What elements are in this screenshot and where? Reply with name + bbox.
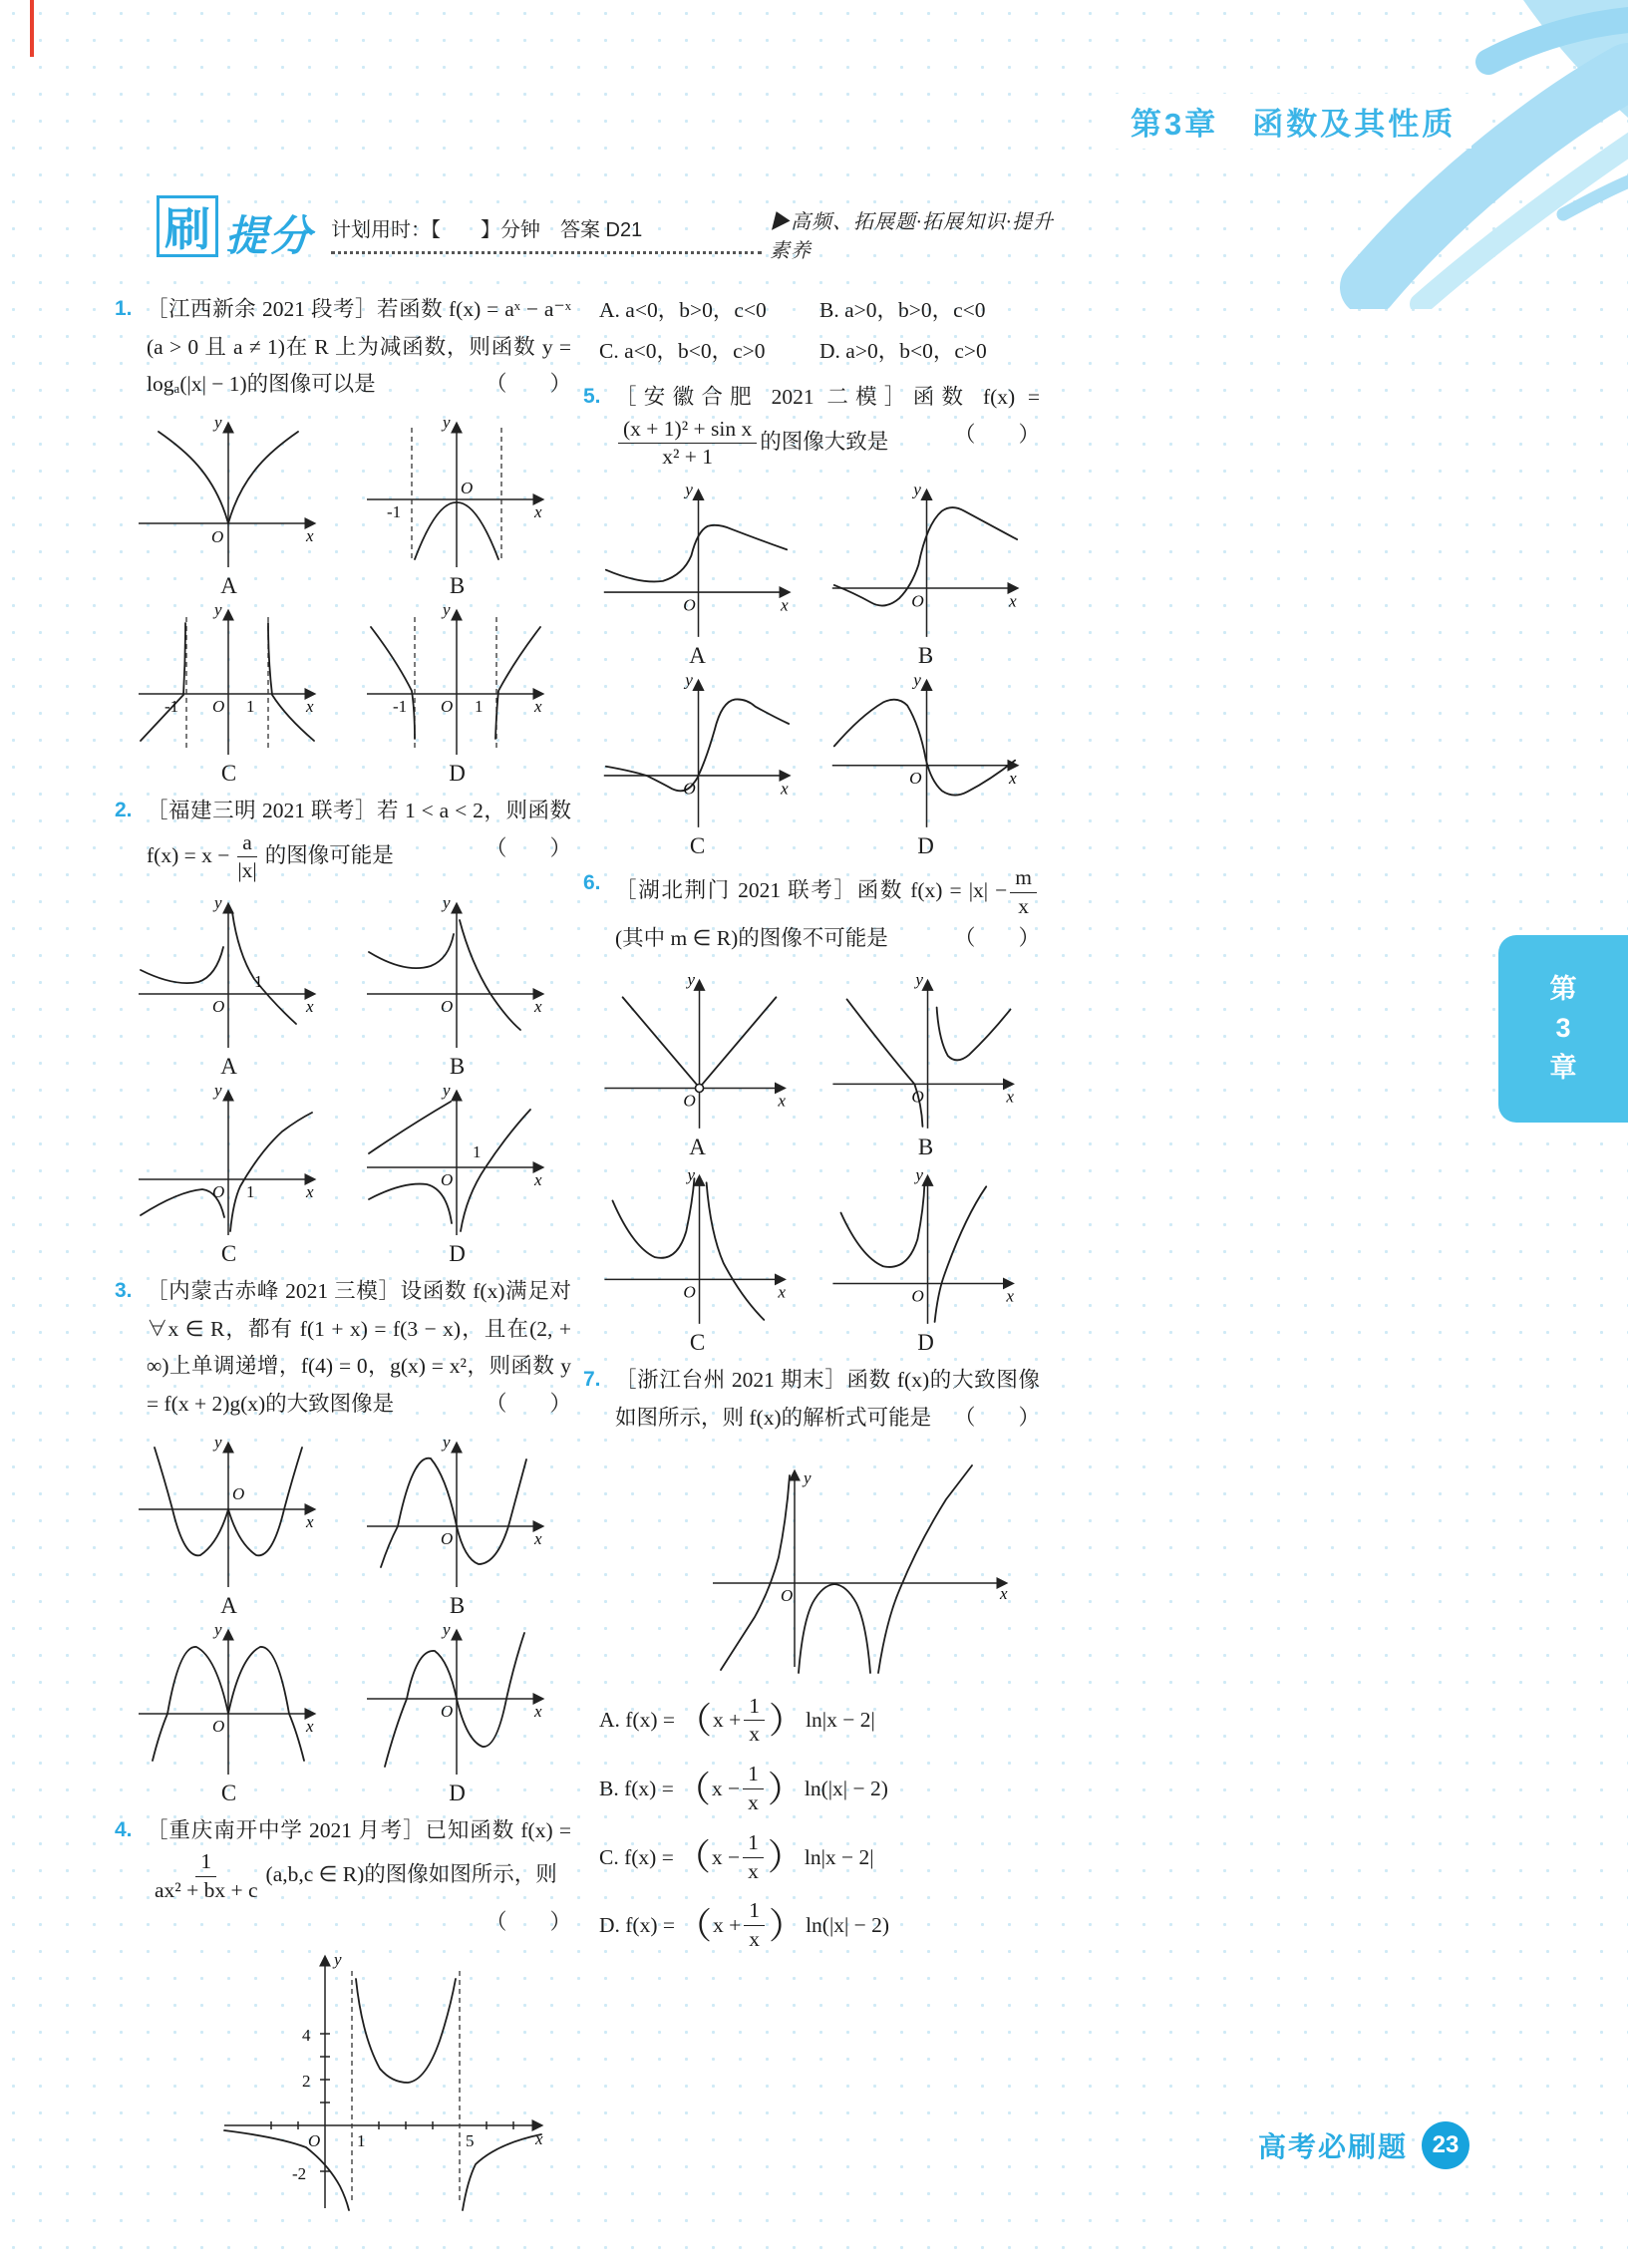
svg-text:5: 5 bbox=[466, 2131, 475, 2151]
option-graph-D bbox=[355, 1080, 559, 1267]
option-graph-A bbox=[593, 965, 803, 1160]
left-paren: （ bbox=[674, 1837, 711, 1878]
option-graph-D bbox=[355, 599, 559, 787]
svg-text:y: y bbox=[214, 1619, 222, 1639]
page-footer bbox=[1258, 2121, 1469, 2169]
option-B: B. a>0，b>0，c<0 bbox=[819, 298, 986, 322]
section-logo-char: 刷 bbox=[164, 203, 210, 255]
svg-text:x: x bbox=[306, 1716, 314, 1736]
left-paren: （ bbox=[674, 1769, 711, 1809]
fraction: $\frac{\text{(x + 1)² + sin x}}{\text{x² + 1}}$ bbox=[618, 417, 757, 472]
problem-statement-cont: 的图像大致是 bbox=[760, 429, 889, 454]
svg-text:O: O bbox=[682, 1283, 696, 1303]
chapter-header: 第3章 函数及其性质 bbox=[1115, 94, 1471, 149]
svg-text:-2: -2 bbox=[292, 2164, 307, 2184]
graph-plot bbox=[355, 1432, 559, 1593]
svg-text:y: y bbox=[684, 480, 693, 499]
svg-text:4: 4 bbox=[302, 2026, 311, 2046]
problem-number: 7. bbox=[583, 1368, 601, 1392]
section-logo-text: 提分 bbox=[225, 212, 314, 259]
graph-plot bbox=[683, 1446, 1027, 1675]
option-letter: A bbox=[220, 572, 237, 598]
svg-text:x: x bbox=[534, 1170, 542, 1190]
fraction: $\frac{1}{x}$ bbox=[744, 1898, 765, 1953]
option-letter: A bbox=[689, 1134, 706, 1160]
problem-7-figure bbox=[683, 1446, 1040, 1680]
graph-plot bbox=[127, 1619, 331, 1781]
problem-6 bbox=[583, 865, 1040, 1356]
dotted-leader-line bbox=[331, 251, 762, 254]
svg-text:y: y bbox=[443, 412, 451, 432]
graph-plot bbox=[127, 892, 331, 1054]
problem-number: 6. bbox=[583, 871, 601, 895]
svg-text:O: O bbox=[212, 696, 225, 716]
svg-text:y: y bbox=[686, 1165, 695, 1185]
svg-text:y: y bbox=[214, 599, 222, 619]
svg-text:1: 1 bbox=[254, 972, 263, 992]
problem-number: 2. bbox=[115, 798, 133, 821]
svg-text:x: x bbox=[1000, 1583, 1008, 1603]
fraction: $\frac{1}{x}$ bbox=[743, 1830, 764, 1885]
problem-1-text bbox=[115, 291, 571, 404]
fraction: $\frac{m}{x}$ bbox=[1010, 865, 1037, 920]
option-letter: B bbox=[449, 1054, 466, 1080]
problem-number: 4. bbox=[115, 1817, 133, 1841]
problem-4-text bbox=[115, 1812, 571, 1934]
svg-text:x: x bbox=[1008, 769, 1017, 789]
problem-statement: ［重庆南开中学 2021 月考］已知函数 f(x) = bbox=[147, 1817, 571, 1842]
problem-3-options-graphs bbox=[115, 1432, 571, 1806]
problem-7-option-B: B. f(x) = （ x − $\frac{1}{x}$ ） ln(|x| − 2) bbox=[599, 1762, 888, 1815]
graph-plot bbox=[821, 965, 1031, 1134]
problem-5-options-graphs bbox=[583, 479, 1040, 859]
graph-plot bbox=[355, 1080, 559, 1241]
svg-text:x: x bbox=[306, 997, 314, 1017]
option-letter: A bbox=[220, 1592, 237, 1618]
svg-text:-1: -1 bbox=[387, 501, 402, 521]
option-graph-B bbox=[355, 1432, 559, 1619]
svg-text:O: O bbox=[212, 1182, 225, 1202]
svg-text:x: x bbox=[306, 696, 314, 716]
svg-text:y: y bbox=[912, 480, 921, 499]
problem-7-option-A: A. f(x) = （ x + $\frac{1}{x}$ ） ln|x − 2| bbox=[599, 1693, 875, 1747]
problem-statement: ［福建三明 2021 联考］若 1 < a < 2，则函数 f(x) = x − bbox=[147, 798, 571, 867]
svg-text:x: x bbox=[534, 696, 542, 716]
svg-text:1: 1 bbox=[357, 2131, 366, 2151]
option-letter: C bbox=[220, 760, 237, 786]
problem-statement: ［内蒙古赤峰 2021 三模］设函数 f(x)满足对 ∀x ∈ R，都有 f(1 + x) = f(3 − x)，且在(2, + ∞)上单调递增，f(4) = 0，g(x) = x²，则函数 y = f(x + 2)g(x)的大致图像是 bbox=[147, 1279, 571, 1416]
svg-text:y: y bbox=[214, 412, 222, 432]
svg-text:y: y bbox=[914, 970, 923, 990]
left-column bbox=[115, 291, 571, 2220]
option-letter: D bbox=[449, 1241, 466, 1267]
option-letter: D bbox=[449, 1780, 466, 1805]
svg-text:y: y bbox=[443, 599, 451, 619]
graph-plot bbox=[355, 892, 559, 1054]
option-graph-C bbox=[593, 1160, 803, 1356]
graph-plot bbox=[355, 412, 559, 573]
svg-text:y: y bbox=[684, 670, 693, 690]
option-graph-C bbox=[593, 669, 803, 859]
brush-stroke-decoration bbox=[1070, 0, 1628, 309]
graph-plot bbox=[821, 669, 1031, 833]
answer-blank: （ ） bbox=[953, 925, 1040, 950]
svg-text:O: O bbox=[211, 526, 224, 546]
svg-text:x: x bbox=[534, 1528, 542, 1548]
option-graph-D bbox=[821, 1160, 1031, 1356]
graph-plot bbox=[821, 1160, 1031, 1330]
svg-text:x: x bbox=[1005, 1088, 1014, 1108]
problem-6-options-graphs bbox=[583, 965, 1040, 1356]
fraction: $\frac{1}{x}$ bbox=[744, 1694, 765, 1749]
option-graph-C bbox=[127, 599, 331, 787]
graph-plot bbox=[210, 1941, 554, 2215]
answer-blank: （ ） bbox=[485, 372, 571, 397]
problem-number: 3. bbox=[115, 1279, 133, 1303]
problem-7-text bbox=[583, 1362, 1040, 1437]
graph-plot bbox=[593, 479, 803, 643]
answer-blank: （ ） bbox=[485, 1391, 571, 1416]
svg-text:y: y bbox=[443, 1432, 451, 1452]
svg-text:y: y bbox=[214, 1432, 222, 1452]
problem-statement-cont: (其中 m ∈ R)的图像不可能是 bbox=[615, 925, 888, 950]
right-paren: ） bbox=[767, 1769, 804, 1809]
svg-text:y: y bbox=[686, 970, 695, 990]
option-graph-C bbox=[127, 1080, 331, 1267]
problem-statement: ［江西新余 2021 段考］若函数 f(x) = aˣ − a⁻ˣ (a > 0 且 a ≠ 1)在 R 上为减函数，则函数 y = logₐ(|x| − 1)的图像可以是 bbox=[147, 297, 571, 397]
graph-plot bbox=[355, 599, 559, 761]
option-graph-A bbox=[593, 479, 803, 669]
problem-number: 1. bbox=[115, 297, 133, 320]
svg-text:x: x bbox=[534, 501, 542, 521]
svg-text:O: O bbox=[781, 1585, 794, 1605]
option-letter: C bbox=[220, 1241, 237, 1267]
svg-text:x: x bbox=[534, 1701, 542, 1721]
option-letter: B bbox=[449, 1592, 466, 1618]
graph-plot bbox=[127, 1432, 331, 1593]
svg-text:O: O bbox=[908, 769, 922, 789]
svg-text:y: y bbox=[214, 893, 222, 913]
option-letter: B bbox=[917, 643, 934, 669]
answer-blank: （ ） bbox=[485, 835, 571, 860]
svg-text:1: 1 bbox=[475, 696, 484, 716]
graph-plot bbox=[127, 599, 331, 761]
problem-7 bbox=[583, 1362, 1040, 1953]
fraction: $\frac{a}{|x|}$ bbox=[237, 829, 257, 883]
problem-2-text bbox=[115, 793, 571, 884]
svg-text:x: x bbox=[306, 1511, 314, 1531]
option-graph-B bbox=[821, 479, 1031, 669]
svg-text:O: O bbox=[682, 595, 696, 615]
problem-7-option-D: D. f(x) = （ x + $\frac{1}{x}$ ） ln(|x| − 2) bbox=[599, 1898, 890, 1952]
option-A: A. a<0，b>0，c<0 bbox=[599, 298, 767, 322]
problem-4-figure bbox=[210, 1914, 571, 2221]
svg-text:O: O bbox=[212, 1716, 225, 1736]
problem-6-text bbox=[583, 865, 1040, 957]
problem-statement: ［安徽合肥 2021 二模］函数 f(x) = bbox=[615, 385, 1040, 409]
svg-text:x: x bbox=[777, 1283, 786, 1303]
option-C: C. a<0，b<0，c>0 bbox=[599, 339, 766, 363]
svg-text:y: y bbox=[804, 1467, 812, 1487]
svg-text:O: O bbox=[910, 1088, 924, 1108]
problem-statement-cont: (a,b,c ∈ R)的图像如图所示，则 bbox=[265, 1862, 557, 1887]
svg-text:O: O bbox=[308, 2131, 321, 2151]
option-letter: C bbox=[220, 1780, 237, 1805]
problem-4-options bbox=[583, 293, 1040, 365]
svg-text:O: O bbox=[682, 779, 696, 799]
svg-text:-1: -1 bbox=[393, 696, 408, 716]
option-letter: D bbox=[917, 1330, 934, 1356]
svg-text:x: x bbox=[535, 2129, 543, 2149]
right-paren: ） bbox=[769, 1700, 806, 1741]
plan-time-line: 计划用时：【 】分钟 答案 D21 bbox=[331, 219, 643, 241]
graph-plot bbox=[593, 669, 803, 833]
problem-1 bbox=[115, 291, 571, 787]
svg-text:y: y bbox=[443, 893, 451, 913]
fraction: $\frac{1}{x}$ bbox=[743, 1762, 764, 1816]
svg-text:y: y bbox=[914, 1165, 923, 1185]
print-registration-mark bbox=[30, 0, 34, 57]
option-letter: A bbox=[220, 1054, 237, 1080]
option-D: D. a>0，b<0，c>0 bbox=[819, 339, 987, 363]
option-letter: B bbox=[917, 1134, 934, 1160]
svg-text:O: O bbox=[441, 696, 454, 716]
svg-text:O: O bbox=[441, 1170, 454, 1190]
graph-plot bbox=[355, 1619, 559, 1781]
option-letter: D bbox=[917, 833, 934, 859]
problem-2-options-graphs bbox=[115, 892, 571, 1267]
svg-text:-1: -1 bbox=[164, 696, 179, 716]
svg-text:O: O bbox=[212, 997, 225, 1017]
answer-blank: （ ） bbox=[953, 1406, 1040, 1431]
problem-4 bbox=[115, 1812, 571, 2221]
svg-text:O: O bbox=[682, 1092, 696, 1112]
problem-statement: ［浙江台州 2021 期末］函数 f(x)的大致图像如图所示，则 f(x)的解析式可能是 bbox=[615, 1368, 1040, 1431]
graph-plot bbox=[127, 1080, 331, 1241]
svg-text:y: y bbox=[443, 1081, 451, 1101]
problem-number: 5. bbox=[583, 385, 601, 408]
graph-plot bbox=[821, 479, 1031, 643]
option-graph-A bbox=[127, 892, 331, 1080]
svg-text:1: 1 bbox=[246, 1182, 255, 1202]
option-letter: C bbox=[689, 833, 706, 859]
answer-blank: （ ） bbox=[485, 1909, 571, 1934]
svg-text:O: O bbox=[232, 1483, 245, 1503]
left-paren: （ bbox=[676, 1905, 713, 1946]
section-logo-icon bbox=[157, 195, 218, 257]
svg-text:2: 2 bbox=[302, 2072, 311, 2092]
left-paren: （ bbox=[676, 1700, 713, 1741]
page-number-badge: 23 bbox=[1422, 2121, 1469, 2169]
right-column bbox=[583, 291, 1040, 1967]
svg-text:O: O bbox=[910, 591, 924, 611]
svg-text:x: x bbox=[780, 779, 789, 799]
svg-text:x: x bbox=[306, 525, 314, 545]
problem-2 bbox=[115, 793, 571, 1267]
option-graph-D bbox=[355, 1619, 559, 1806]
svg-text:O: O bbox=[441, 997, 454, 1017]
svg-text:1: 1 bbox=[473, 1142, 482, 1162]
graph-plot bbox=[127, 412, 331, 573]
svg-text:x: x bbox=[1005, 1287, 1014, 1307]
answer-blank: （ ） bbox=[953, 422, 1040, 447]
option-letter: D bbox=[449, 760, 466, 786]
problem-7-option-C: C. f(x) = （ x − $\frac{1}{x}$ ） ln|x − 2| bbox=[599, 1829, 874, 1883]
graph-plot bbox=[593, 1160, 803, 1330]
svg-text:x: x bbox=[1008, 591, 1017, 611]
option-graph-C bbox=[127, 1619, 331, 1806]
svg-text:x: x bbox=[777, 1092, 786, 1112]
svg-text:x: x bbox=[780, 595, 789, 615]
svg-text:O: O bbox=[441, 1528, 454, 1548]
problem-statement-cont: 的图像可能是 bbox=[264, 842, 394, 867]
svg-text:y: y bbox=[912, 670, 921, 690]
problem-statement: ［湖北荆门 2021 联考］函数 f(x) = |x| − bbox=[615, 878, 1008, 903]
chapter-side-tab: 第 3 章 bbox=[1498, 935, 1628, 1123]
problem-3 bbox=[115, 1273, 571, 1806]
option-graph-A bbox=[127, 1432, 331, 1619]
option-letter: C bbox=[689, 1330, 706, 1356]
option-graph-B bbox=[355, 892, 559, 1080]
svg-text:1: 1 bbox=[246, 696, 255, 716]
right-paren: ） bbox=[767, 1837, 804, 1878]
right-paren: ） bbox=[769, 1905, 806, 1946]
svg-text:O: O bbox=[910, 1287, 924, 1307]
fraction: $\frac{1}{\text{ax² + bx + c}}$ bbox=[155, 1849, 258, 1903]
svg-text:O: O bbox=[461, 478, 474, 497]
graph-plot bbox=[593, 965, 803, 1134]
svg-text:y: y bbox=[214, 1081, 222, 1101]
section-banner-text: ▶高频、拓展题·拓展知识·提升素养 bbox=[770, 211, 1054, 262]
problem-5 bbox=[583, 379, 1040, 859]
problem-5-text bbox=[583, 379, 1040, 471]
option-graph-A bbox=[127, 412, 331, 599]
svg-text:x: x bbox=[306, 1182, 314, 1202]
svg-text:x: x bbox=[534, 997, 542, 1017]
option-graph-B bbox=[355, 412, 559, 599]
svg-text:y: y bbox=[443, 1619, 451, 1639]
option-graph-B bbox=[821, 965, 1031, 1160]
option-graph-D bbox=[821, 669, 1031, 859]
svg-text:y: y bbox=[334, 1950, 342, 1970]
svg-text:O: O bbox=[441, 1701, 454, 1721]
footer-brand: 高考必刷题 bbox=[1258, 2131, 1409, 2162]
option-letter: B bbox=[449, 572, 466, 598]
problem-1-options-graphs bbox=[115, 412, 571, 787]
option-letter: A bbox=[689, 643, 706, 669]
problem-3-text bbox=[115, 1273, 571, 1424]
